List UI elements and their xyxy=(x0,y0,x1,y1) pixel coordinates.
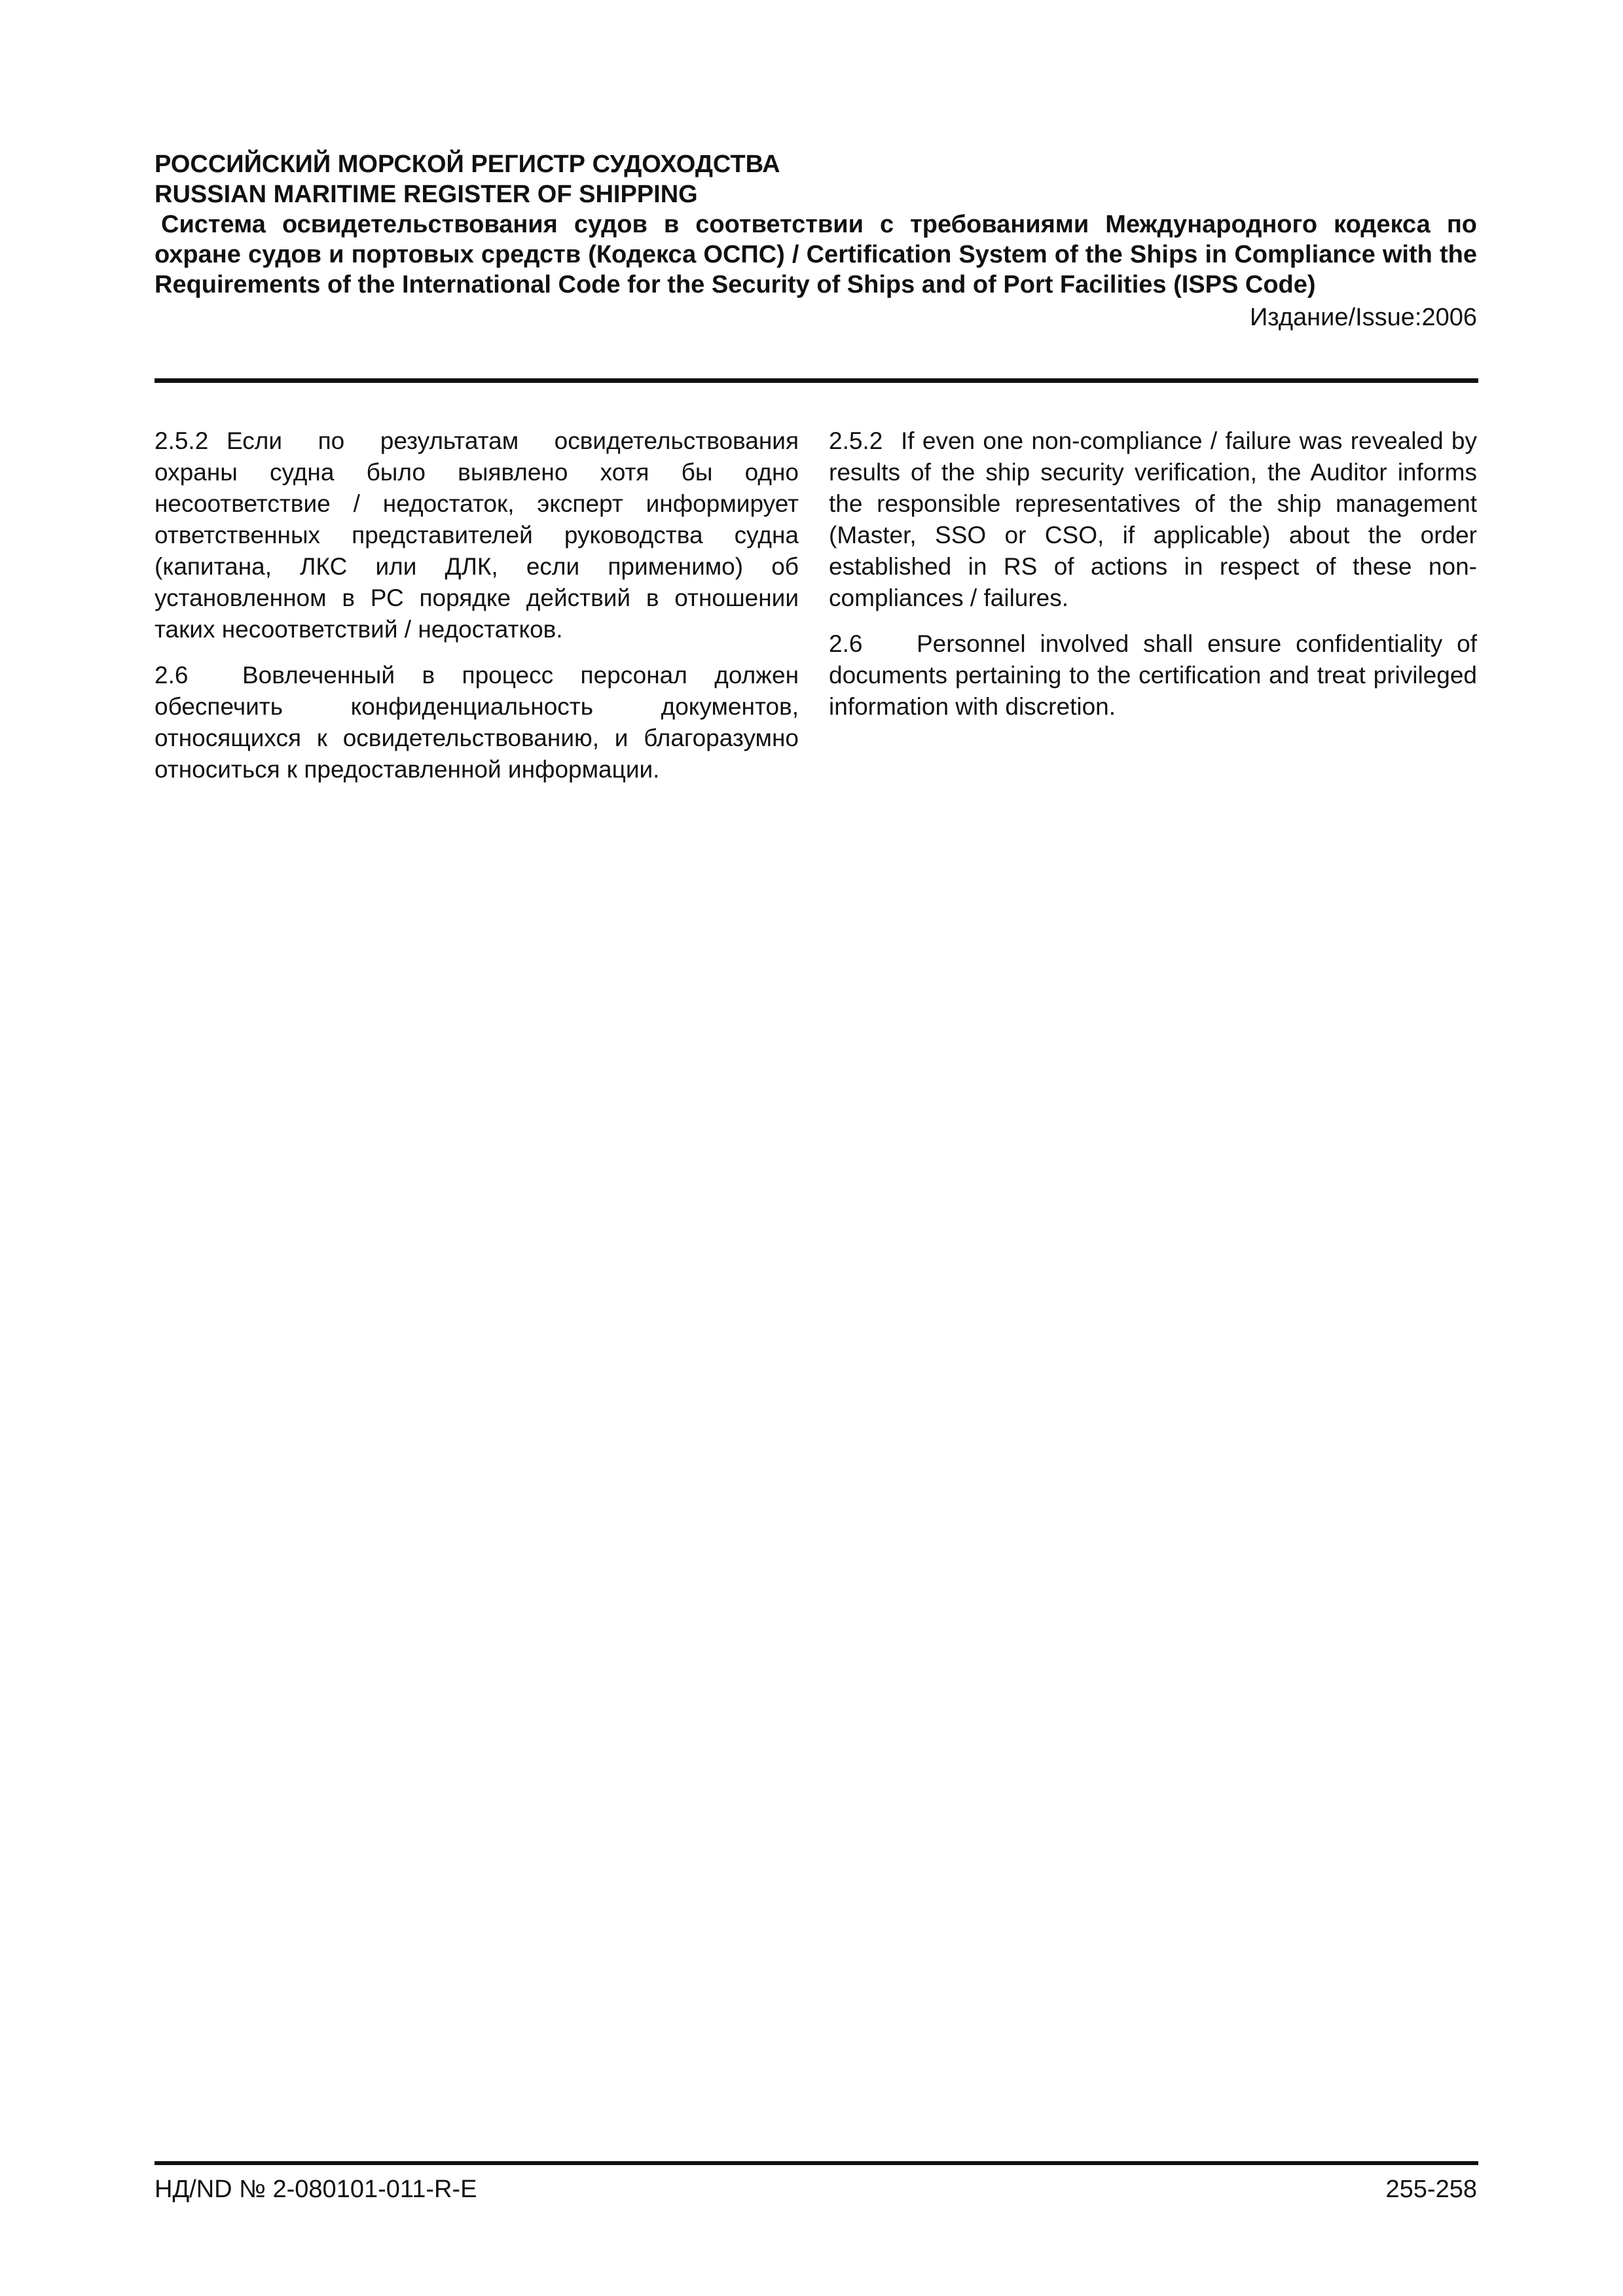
org-name-ru: РОССИЙСКИЙ МОРСКОЙ РЕГИСТР СУДОХОДСТВА xyxy=(155,151,780,178)
paragraph-text: If even one non-compliance / failure was revealed by results of the ship security verification, the Auditor informs the responsible representatives of the ship management (Master, SSO or CSO, if applicable) about the order established in RS of actions in respect of these non-compliances / failures. xyxy=(829,427,1477,611)
paragraph-text: Personnel involved shall ensure confidentiality of documents pertaining to the certification and treat privileged information with discretion. xyxy=(829,630,1477,720)
header-divider xyxy=(155,378,1478,383)
org-name-en: RUSSIAN MARITIME REGISTER OF SHIPPING xyxy=(155,181,698,208)
paragraph-2-5-2-ru xyxy=(155,425,799,645)
paragraph-number: 2.6 xyxy=(829,630,863,657)
paragraph-2-6-en xyxy=(829,628,1477,723)
document-footer xyxy=(155,2174,1477,2204)
paragraph-2-6-ru xyxy=(155,660,799,785)
paragraph-number: 2.5.2 xyxy=(829,427,883,454)
column-russian xyxy=(155,425,799,800)
document-number: НД/ND № 2-080101-011-R-E xyxy=(155,2176,477,2203)
column-english xyxy=(829,425,1477,737)
paragraph-number: 2.6 xyxy=(155,662,189,689)
edition-label: Издание/Issue:2006 xyxy=(1249,304,1477,331)
page-range: 255-258 xyxy=(1385,2176,1477,2203)
paragraph-2-5-2-en xyxy=(829,425,1477,614)
paragraph-text: Если по результатам освидетельствования охраны судна было выявлено хотя бы одно несоответствие / недостаток, эксперт информирует ответственных представителей руководства судна (капитана, ЛКС или ДЛК, если применимо) об установленном в РС порядке действий в отношении таких несоответствий / недостатков. xyxy=(155,427,799,643)
footer-divider xyxy=(155,2161,1478,2165)
paragraph-text: Вовлеченный в процесс персонал должен обеспечить конфиденциальность документов, относящихся к освидетельствованию, и благоразумно относиться к предоставленной информации. xyxy=(155,662,799,783)
document-subtitle: Система освидетельствования судов в соответствии с требованиями Международного кодекса по охране судов и портовых средств (Кодекса ОСПС) / Certification System of the Ships in Compliance with the Requirements of the International Code for the Security of Ships and of Port Facilities (ISPS Code) xyxy=(155,211,1477,298)
paragraph-number: 2.5.2 xyxy=(155,427,209,454)
document-header xyxy=(155,149,1477,332)
